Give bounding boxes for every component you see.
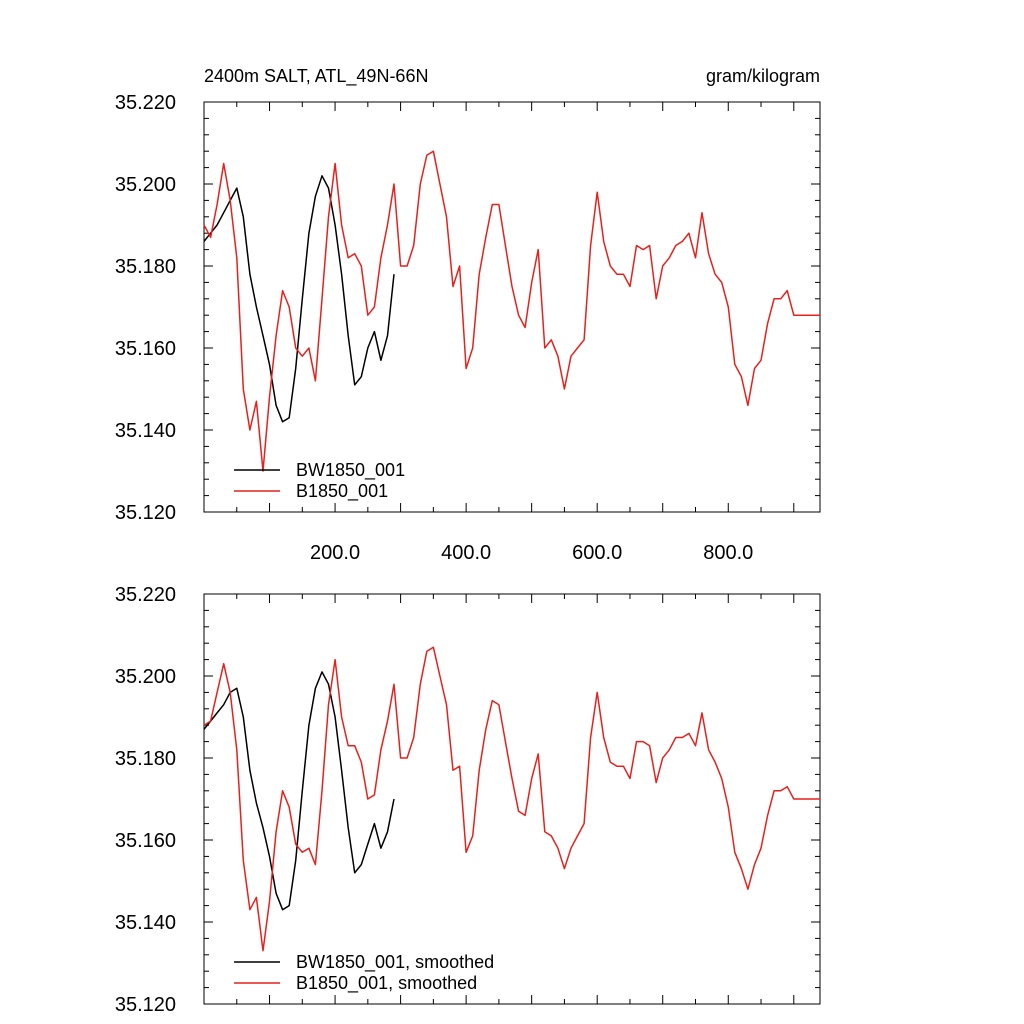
legend-label: BW1850_001, smoothed bbox=[296, 952, 495, 972]
plot-frame bbox=[204, 594, 820, 1004]
y-tick-label: 35.120 bbox=[114, 502, 176, 524]
x-tick-label: 800.0 bbox=[703, 542, 754, 564]
y-tick-label: 35.120 bbox=[114, 994, 176, 1016]
y-tick-label: 35.180 bbox=[114, 748, 176, 770]
y-tick-label: 35.140 bbox=[114, 420, 176, 442]
x-tick-label: 400.0 bbox=[441, 542, 492, 564]
y-tick-label: 35.160 bbox=[114, 338, 176, 360]
x-tick-label: 200.0 bbox=[310, 542, 361, 564]
figure-title-right: gram/kilogram bbox=[705, 66, 820, 86]
series-line-b1850 bbox=[204, 151, 820, 471]
legend-label: B1850_001 bbox=[296, 481, 389, 501]
y-tick-label: 35.180 bbox=[114, 256, 176, 278]
legend-label: B1850_001, smoothed bbox=[296, 973, 478, 993]
y-tick-label: 35.200 bbox=[114, 666, 176, 688]
lower-panel bbox=[115, 584, 820, 1016]
y-tick-label: 35.140 bbox=[114, 912, 176, 934]
upper-panel bbox=[115, 92, 820, 564]
figure-title-left: 2400m SALT, ATL_49N-66N bbox=[204, 66, 429, 86]
y-tick-label: 35.200 bbox=[114, 174, 176, 196]
y-tick-label: 35.160 bbox=[114, 830, 176, 852]
y-tick-label: 35.220 bbox=[114, 92, 176, 114]
legend-label: BW1850_001 bbox=[296, 460, 406, 480]
y-tick-label: 35.220 bbox=[114, 584, 176, 606]
x-tick-label: 600.0 bbox=[572, 542, 623, 564]
series-line-b1850 bbox=[204, 647, 820, 950]
